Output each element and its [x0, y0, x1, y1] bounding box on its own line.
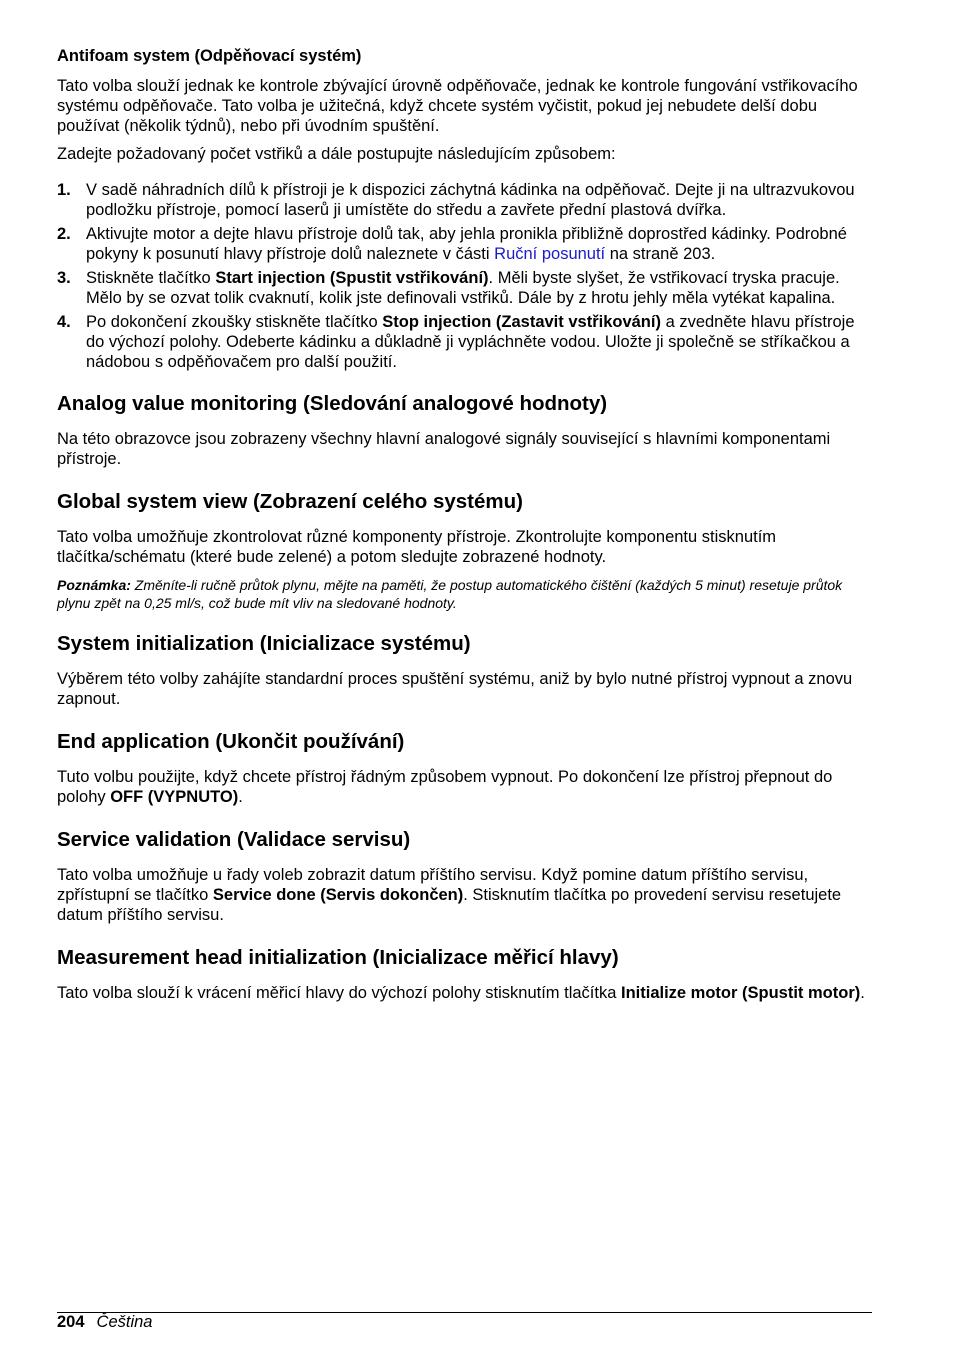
endapp-heading: End application (Ukončit používání) — [57, 730, 405, 753]
step-text: Aktivujte motor a dejte hlavu přístroje dolů tak, aby jehla pronikla přibližně doprostřed kádinky. Podrobné pokyny k posunutí hlavy přístroje dolů naleznete v části — [86, 225, 847, 263]
service-heading: Service validation (Validace servisu) — [57, 828, 411, 851]
footer-language: Čeština — [96, 1313, 153, 1331]
antifoam-steps — [57, 180, 872, 372]
headinit-heading: Measurement head initialization (Inicializace měřicí hlavy) — [57, 946, 619, 969]
global-text: Tato volba umožňuje zkontrolovat různé komponenty přístroje. Zkontrolujte komponentu stisknutím tlačítka/schématu (které bude zelené) a potom sledujte zobrazené hodnoty. — [57, 528, 777, 566]
global-heading: Global system view (Zobrazení celého systému) — [57, 490, 523, 513]
step-number: 4. — [57, 313, 71, 331]
step-text: . Měli byste slyšet, že vstřikovací tryska pracuje. Mělo by se ozvat tolik cvaknutí, kolik jste definovali vstřiků. Dále by z hrotu jehly měla vytékat kapalina. — [86, 269, 840, 307]
footer-divider — [57, 1312, 872, 1313]
step-3 — [57, 268, 872, 308]
step-text: na straně 203. — [605, 245, 716, 263]
sysinit-heading: System initialization (Inicializace systému) — [57, 632, 471, 655]
initialize-motor-label: Initialize motor (Spustit motor) — [621, 984, 861, 1002]
page-number: 204 — [57, 1313, 85, 1331]
service-text: Tato volba umožňuje u řady voleb zobrazit datum příštího servisu. Když pomine datum příštího servisu, zpřístupní se tlačítko Service done (Servis dokončen). Stisknutím tlačítka po provedení servisu resetujete datum příštího servisu. — [57, 866, 842, 924]
step-2 — [57, 224, 872, 264]
analog-text: Na této obrazovce jsou zobrazeny všechny hlavní analogové signály související s hlavními komponentami přístroje. — [57, 430, 831, 468]
step-1 — [57, 180, 872, 220]
step-text: Stiskněte tlačítko — [86, 269, 216, 287]
antifoam-intro: Tato volba slouží jednak ke kontrole zbývající úrovně odpěňovače, jednak ke kontrole fungování vstřikovacího systému odpěňovače. Tato volba je užitečná, když chcete systém vyčistit, pokud jej nebudete delší dobu používat (několik týdnů), nebo při úvodním spuštění. — [57, 77, 858, 135]
step-text: V sadě náhradních dílů k přístroji je k dispozici záchytná kádinka na odpěňovač. Dejte ji na ultrazvukovou podložku přístroje, pomocí laserů ji umístěte do středu a zavřete přední plastová dvířka. — [86, 181, 855, 219]
endapp-text: Tuto volbu použijte, když chcete přístroj řádným způsobem vypnout. Po dokončení lze přístroj přepnout do polohy OFF (VYPNUTO). — [57, 768, 833, 806]
step-number: 1. — [57, 181, 71, 199]
step-4 — [57, 312, 872, 372]
stop-injection-label: Stop injection (Zastavit vstřikování) — [382, 313, 661, 331]
step-text: Po dokončení zkoušky stiskněte tlačítko — [86, 313, 383, 331]
step-text: a zvedněte hlavu přístroje do výchozí polohy. Odeberte kádinku a důkladně ji vypláchněte vodou. Uložte ji společně se stříkačkou a nádobou s odpěňovačem pro další použití. — [86, 313, 855, 371]
page-footer — [57, 1312, 152, 1332]
start-injection-label: Start injection (Spustit vstřikování) — [215, 269, 489, 287]
global-note — [57, 576, 872, 612]
note-label: Poznámka: — [57, 577, 131, 593]
step-number: 3. — [57, 269, 71, 287]
antifoam-instruction: Zadejte požadovaný počet vstřiků a dále postupujte následujícím způsobem: — [57, 145, 616, 163]
off-label: OFF (VYPNUTO) — [110, 788, 239, 806]
service-done-label: Service done (Servis dokončen) — [212, 886, 464, 904]
note-text: Změníte-li ručně průtok plynu, mějte na paměti, že postup automatického čištění (každých 5 minut) resetuje průtok plynu zpět na 0,25 ml/s, což bude mít vliv na sledované hodnoty. — [57, 577, 843, 611]
manual-move-link[interactable]: Ruční posunutí — [494, 245, 606, 263]
step-number: 2. — [57, 225, 71, 243]
headinit-text: Tato volba slouží k vrácení měřicí hlavy do výchozí polohy stisknutím tlačítka Initialize motor (Spustit motor). — [57, 984, 865, 1002]
document-page — [57, 46, 872, 1003]
sysinit-text: Výběrem této volby zahájíte standardní proces spuštění systému, aniž by bylo nutné přístroj vypnout a znovu zapnout. — [57, 670, 853, 708]
analog-heading: Analog value monitoring (Sledování analogové hodnoty) — [57, 392, 608, 415]
antifoam-heading: Antifoam system (Odpěňovací systém) — [57, 47, 362, 65]
